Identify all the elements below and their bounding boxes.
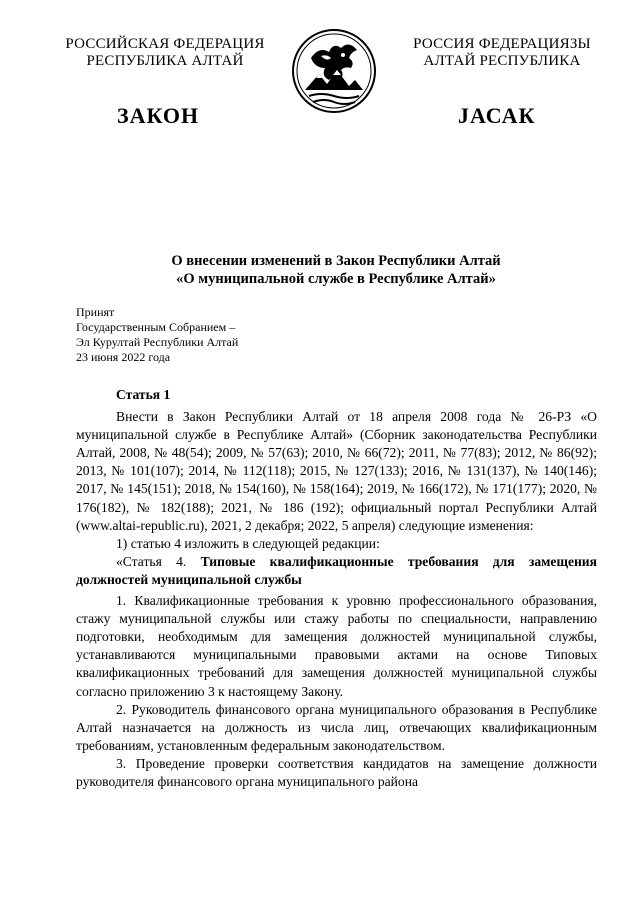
header-right-line1: РОССИЯ ФЕДЕРАЦИЯЗЫ bbox=[413, 36, 591, 52]
quoted-article-prefix: «Статья 4. bbox=[116, 553, 201, 569]
adoption-date: 23 июня 2022 года bbox=[76, 350, 171, 364]
article-intro-paragraph: Внести в Закон Республики Алтай от 18 апреля 2008 года № 26-РЗ «О муниципальной службе в Республике Алтай» (Сборник законодательства Республики Алтай, 2008, № 48(54); 2009, № 57(63); 2010, № 66(72); 2011, № 77(83); 2012, № 86(92); 2013, № 101(107); 2014, № 112(118); 2015, № 127(133); 2016, № 131(137), № 140(146); 2017, № 145(151); 2018, № 154(160), № 158(164); 2019, № 166(172), № 171(177); 2020, № 176(182), № 182(188); 2021, № 186 (192); официальный портал Республики Алтай (www.altai-republic.ru), 2021, 2 декабря; 2022, 5 апреля) следующие изменения: bbox=[76, 409, 597, 533]
document-title-line2: «О муниципальной службе в Республике Алтай» bbox=[176, 271, 496, 287]
document-title-line1: О внесении изменений в Закон Республики Алтай bbox=[171, 253, 501, 269]
article-heading: Статья 1 bbox=[116, 387, 171, 402]
quoted-article-heading bbox=[76, 553, 597, 589]
law-title-russian: ЗАКОН bbox=[117, 103, 200, 128]
coat-of-arms-emblem bbox=[291, 28, 377, 114]
header-right bbox=[382, 36, 622, 70]
adoption-line1: Принят bbox=[76, 305, 115, 319]
paragraph-1: 1. Квалификационные требования к уровню профессионального образования, стажу муниципальной службы или стажу работы по специальности, направлению подготовки, необходимым для замещения должностей муниципальной службы, устанавливаются муниципальными правовыми актами на основе Типовых квалификационных требований для замещения должностей муниципальной службы согласно приложению 3 к настоящему Закону. bbox=[76, 593, 597, 699]
header-left bbox=[40, 36, 290, 70]
header-left-line2: РЕСПУБЛИКА АЛТАЙ bbox=[86, 53, 244, 69]
law-title-altai: ЈАСАК bbox=[458, 103, 536, 128]
adoption-line2: Государственным Собранием – bbox=[76, 320, 236, 334]
adoption-block bbox=[76, 305, 238, 365]
quoted-article-title: Типовые квалификационные требования для замещения должностей муниципальной службы bbox=[76, 553, 597, 587]
amendment-item-1: 1) статью 4 изложить в следующей редакции: bbox=[116, 535, 380, 551]
adoption-line3: Эл Курултай Республики Алтай bbox=[76, 335, 239, 349]
header-right-line2: АЛТАЙ РЕСПУБЛИКА bbox=[423, 53, 581, 69]
paragraph-3: 3. Проведение проверки соответствия кандидатов на замещение должности руководителя финансового органа муниципального района bbox=[76, 755, 597, 789]
article-body bbox=[76, 386, 597, 791]
header-left-line1: РОССИЙСКАЯ ФЕДЕРАЦИЯ bbox=[65, 36, 265, 52]
document-title bbox=[76, 252, 596, 288]
paragraph-2: 2. Руководитель финансового органа муниципального образования в Республике Алтай назначается на должность из числа лиц, отвечающих квалификационным требованиям, установленным федеральным законодательством. bbox=[76, 701, 597, 753]
